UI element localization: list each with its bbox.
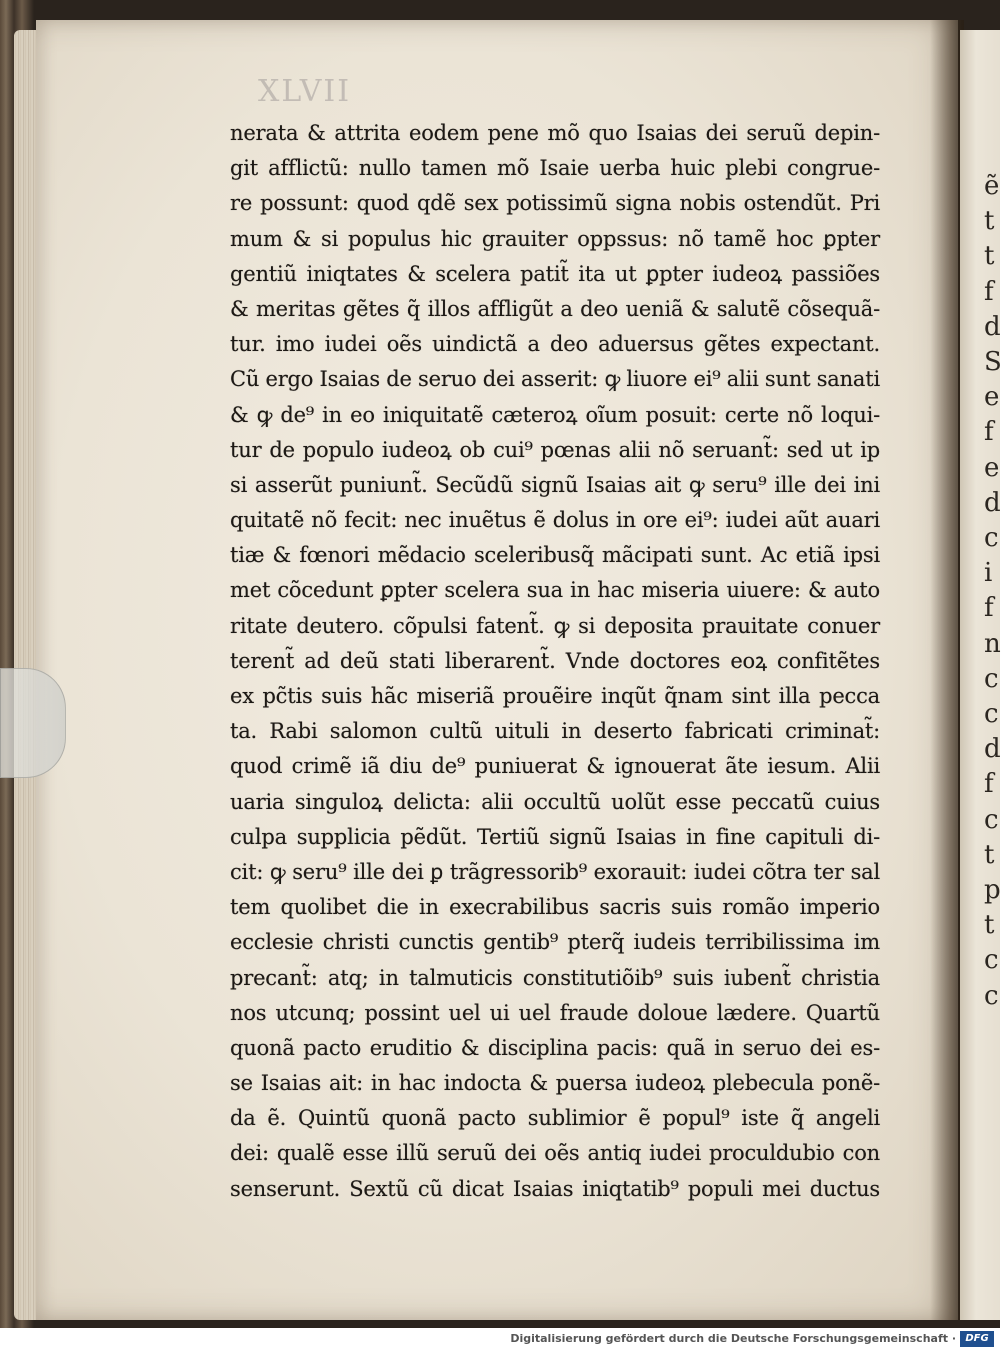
text-line: quod crimẽ iã diu de⁹ puniuerat & ignouerat ãte iesum. Alii	[230, 754, 880, 779]
facing-line-start: e	[984, 452, 1000, 483]
text-line: si asserũt puniunt̃. Secũdũ signũ Isaias ait ꝙ seru⁹ ille dei ini	[230, 472, 880, 497]
facing-line-start: f	[984, 417, 994, 448]
facing-line-start: c	[984, 945, 999, 976]
facing-line-start: d	[984, 734, 1001, 765]
folio-number: XLVII	[258, 74, 352, 109]
facing-line-start: p	[984, 875, 1001, 905]
dfg-logo: DFG	[960, 1331, 994, 1347]
text-block	[230, 116, 880, 1207]
facing-line-start: n	[984, 628, 1001, 659]
text-line: git afflictũ: nullo tamen mõ Isaie uerba huic plebi congrue-	[230, 156, 880, 181]
text-line: dei: qualẽ esse illũ seruũ dei oẽs antiq iudei proculdubio con	[230, 1141, 880, 1166]
facing-line-start: e	[984, 382, 1000, 413]
facing-line-start: S	[984, 347, 1002, 377]
text-line: senserunt. Sextũ cũ dicat Isaias iniqtatib⁹ populi mei ductus	[230, 1176, 880, 1201]
text-line: & ꝙ de⁹ in eo iniquitatẽ cæteroꝝ oĩum posuit: certe nõ loqui-	[230, 402, 880, 427]
text-line: met cõcedunt ꝑpter scelera sua in hac miseria uiuere: & auto	[230, 578, 880, 603]
facing-line-start: c	[984, 523, 999, 553]
facing-line-start: c	[984, 804, 999, 835]
text-line: re possunt: quod qdẽ sex potissimũ signa nobis ostendũt. Pri	[230, 191, 880, 216]
text-line: nerata & attrita eodem pene mõ quo Isaias dei seruũ depin-	[230, 121, 880, 145]
text-line: ecclesie christi cunctis gentib⁹ pterq̃ iudeis terribilissima im	[230, 930, 880, 955]
facing-line-start: t	[984, 910, 995, 941]
facing-line-start: c	[984, 663, 999, 694]
facing-line-start: t	[984, 206, 995, 237]
bookmark-tab	[0, 668, 66, 778]
facing-line-start: d	[984, 487, 1001, 518]
text-line: mum & si populus hic grauiter oppssus: nõ tamẽ hoc ꝑpter	[230, 226, 880, 251]
funding-credit: Digitalisierung gefördert durch die Deutsche Forschungsgemeinschaft ·	[510, 1332, 956, 1345]
footer-bar	[0, 1328, 1000, 1352]
facing-line-start: c	[984, 699, 999, 729]
text-line: ritate deutero. cõpulsi fatent̃. ꝙ si deposita prauitate conuer	[230, 613, 880, 638]
facing-line-start: f	[984, 769, 994, 800]
text-line: Cũ ergo Isaias de seruo dei asserit: ꝙ liuore ei⁹ alii sunt sanati	[230, 367, 880, 392]
facing-line-start: ẽ	[984, 171, 1000, 201]
text-line: tur de populo iudeoꝝ ob cui⁹ pœnas alii nõ seruant̃: sed ut ip	[230, 437, 880, 462]
text-line: nos utcunq; possint uel ui uel fraude doloue lædere. Quartũ	[230, 1000, 880, 1025]
text-line: gentiũ iniqtates & scelera patit̃ ita ut ꝑpter iudeoꝝ passiões	[230, 261, 880, 286]
text-line: culpa supplicia pẽdũt. Tertiũ signũ Isaias in fine capituli di-	[230, 824, 880, 849]
text-line: se Isaias ait: in hac indocta & puersa iudeoꝝ plebecula ponẽ-	[230, 1071, 880, 1096]
text-line: terent̃ ad deũ stati liberarent̃. Vnde doctores eoꝝ confitẽtes	[230, 648, 880, 673]
text-line: quonã pacto eruditio & disciplina pacis: quã in seruo dei es-	[230, 1035, 880, 1060]
text-line: quitatẽ nõ fecit: nec inuẽtus ẽ dolus in ore ei⁹: iudei aũt auari	[230, 508, 880, 533]
text-line: tiæ & fœnori mẽdacio sceleribusq̃ mãcipati sunt. Ac etiã ipsi	[230, 543, 880, 568]
text-line: da ẽ. Quintũ quonã pacto sublimior ẽ popul⁹ iste q̃ angeli	[230, 1106, 880, 1131]
facing-line-start: d	[984, 311, 1001, 342]
facing-line-start: f	[984, 593, 994, 624]
text-line: tur. imo iudei oẽs uindictã a deo aduersus gẽtes expectant.	[230, 332, 880, 357]
text-line: precant̃: atq; in talmuticis constitutiõib⁹ suis iubent̃ christia	[230, 965, 880, 990]
facing-line-start: t	[984, 241, 995, 272]
facing-line-start: c	[984, 980, 999, 1011]
text-line: & meritas gẽtes q̃ illos affligũt a deo ueniã & salutẽ cõsequã-	[230, 296, 880, 321]
text-line: ta. Rabi salomon cultũ uituli in deserto fabricati criminat̃:	[230, 719, 880, 744]
facing-line-start: t	[984, 839, 995, 870]
text-line: ex pc̃tis suis hãc miseriã prouẽire inqũt q̃nam sint illa pecca	[230, 684, 880, 708]
text-line: cit: ꝙ seru⁹ ille dei ꝑ trãgressorib⁹ exorauit: iudei cõtra ter sal	[230, 859, 880, 884]
facing-line-start: i	[984, 558, 993, 589]
gutter-shadow	[930, 20, 964, 1320]
text-line: tem quolibet die in execrabilibus sacris suis romão imperio	[230, 895, 880, 920]
facing-page	[960, 30, 1000, 1320]
facing-line-start: f	[984, 276, 994, 307]
text-line: uaria singuloꝝ delicta: alii occultũ uolũt esse peccatũ cuius	[230, 789, 880, 814]
